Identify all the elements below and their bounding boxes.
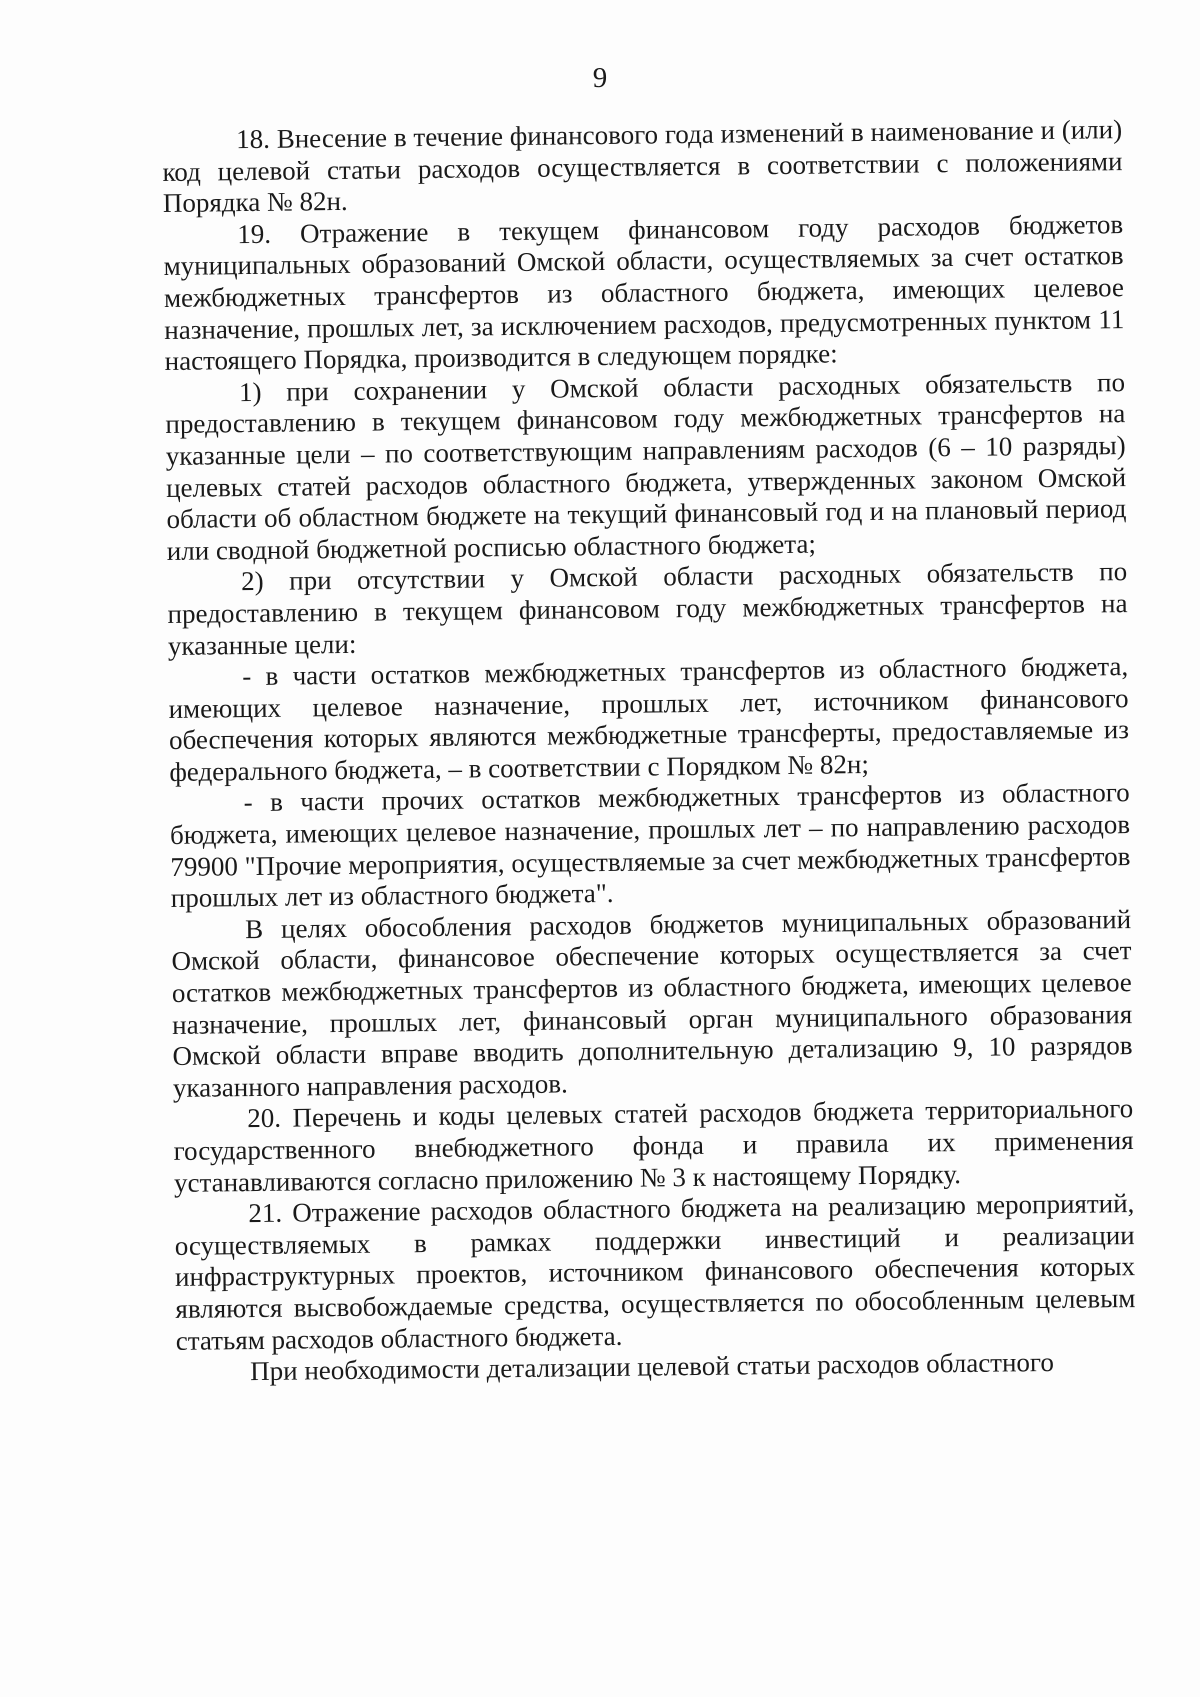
paragraph-19: 19. Отражение в текущем финансовом году расходов бюджетов муниципальных образований Омской области, осуществляемых за счет остатков межбюджетных трансфертов из областного бюджета, имеющих целевое назначение, прошлых лет, за исключением расходов, предусмотренных пунктом 11 настоящего Порядка, производится в следующем порядке: <box>163 208 1125 377</box>
page-number: 9 <box>592 62 608 94</box>
paragraph-19-item-2-dash-1: - в части остатков межбюджетных трансфертов из областного бюджета, имеющих целевое назначение, прошлых лет, источником финансового обеспечения которых являются межбюджетные трансферты, предоставляемые из федерального бюджета, – в соответствии с Порядком № 82н; <box>168 651 1130 787</box>
paragraph-20: 20. Перечень и коды целевых статей расходов бюджета территориального государственного внебюджетного фонда и правила их применения устанавливаются согласно приложению № 3 к настоящему Порядку. <box>173 1093 1134 1198</box>
paragraph-21: 21. Отражение расходов областного бюджета на реализацию мероприятий, осуществляемых в рамках поддержки инвестиций и реализации инфраструктурных проектов, источником финансового обеспечения которых являются высвобождаемые средства, осуществляется по обособленным целевым статьям расходов областного бюджета. <box>174 1188 1136 1356</box>
paragraph-21-continued: При необходимости детализации целевой статьи расходов областного <box>249 1347 1055 1387</box>
document-body <box>162 114 1136 1389</box>
paragraph-19-item-2-dash-2: - в части прочих остатков межбюджетных трансфертов из областного бюджета, имеющих целевое назначение, прошлых лет – по направлению расходов 79900 "Прочие мероприятия, осуществляемые за счет межбюджетных трансфертов прошлых лет из областного бюджета". <box>169 777 1131 914</box>
paragraph-19-item-1: 1) при сохранении у Омской области расходных обязательств по предоставлению в текущем финансовом году межбюджетных трансфертов на указанные цели – по соответствующим направлениям расходов (6 – 10 разряды) целевых статей расходов областного бюджета, утвержденных законом Омской области об областном бюджете на текущий финансовый год и на плановый период или сводной бюджетной росписью областного бюджета; <box>165 366 1127 566</box>
paragraph-18: 18. Внесение в течение финансового года изменений в наименование и (или) код целевой статьи расходов осуществляется в соответствии с положениями Порядка № 82н. <box>162 114 1123 219</box>
paragraph-19-detail: В целях обособления расходов бюджетов муниципальных образований Омской области, финансовое обеспечение которых осуществляется за счет остатков межбюджетных трансфертов из областного бюджета, имеющих целевое назначение, прошлых лет, финансовый орган муниципального образования Омской области вправе вводить дополнительную детализацию 9, 10 разрядов указанного направления расходов. <box>171 903 1133 1103</box>
paragraph-19-item-2: 2) при отсутствии у Омской области расходных обязательств по предоставлению в текущем финансовом году межбюджетных трансфертов на указанные цели: <box>167 556 1128 661</box>
